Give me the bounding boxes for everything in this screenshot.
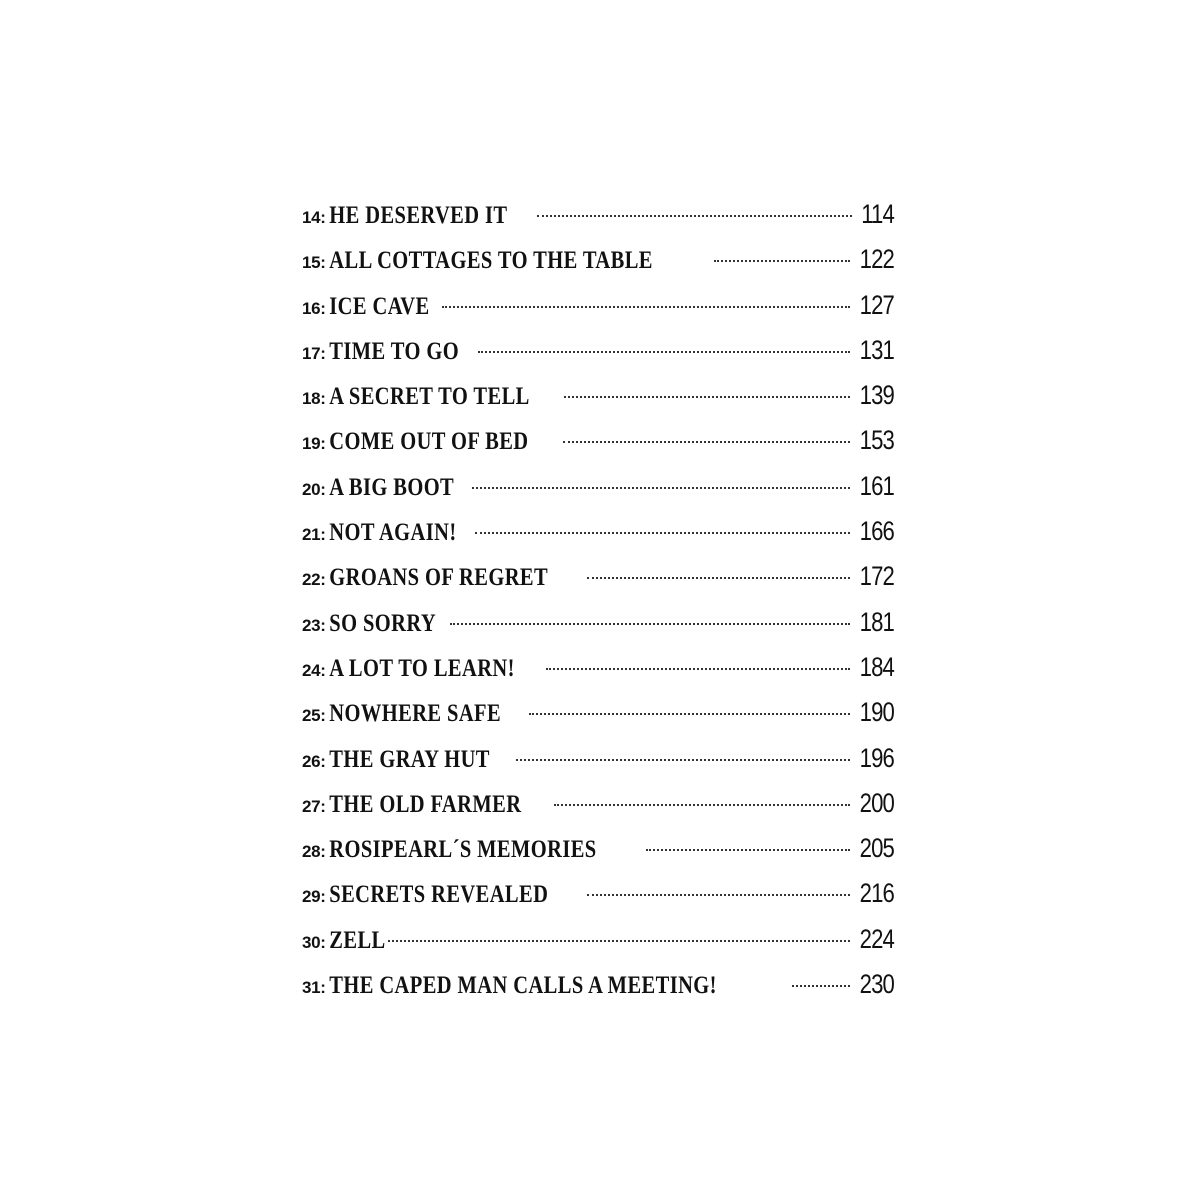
chapter-number: 30: xyxy=(302,932,326,952)
toc-entry[interactable] xyxy=(302,554,894,599)
chapter-number: 24: xyxy=(302,660,326,680)
toc-entry[interactable] xyxy=(302,237,894,282)
page-number: 131 xyxy=(859,334,894,365)
chapter-title: HE DESERVED IT xyxy=(328,202,508,229)
dot-leader xyxy=(564,396,850,398)
chapter-number: 27: xyxy=(302,796,326,816)
dot-leader xyxy=(442,306,850,308)
dot-leader xyxy=(450,623,850,625)
toc-entry[interactable] xyxy=(302,509,894,554)
dot-leader xyxy=(554,804,850,806)
page-number: 161 xyxy=(859,470,894,501)
chapter-title: A BIG BOOT xyxy=(328,473,454,501)
chapter-title: SECRETS REVEALED xyxy=(328,881,548,909)
page-number: 127 xyxy=(859,289,894,320)
toc-entry[interactable] xyxy=(302,192,894,237)
page-number: 224 xyxy=(859,923,894,954)
dot-leader xyxy=(478,351,850,353)
chapter-title: ROSIPEARL´S MEMORIES xyxy=(328,836,597,864)
page-number: 230 xyxy=(859,969,894,1000)
chapter-title: THE GRAY HUT xyxy=(328,745,490,773)
chapter-title: GROANS OF REGRET xyxy=(328,564,548,592)
chapter-title: SO SORRY xyxy=(328,609,436,637)
toc-entry[interactable] xyxy=(302,781,894,826)
dot-leader xyxy=(714,260,850,262)
chapter-title: THE OLD FARMER xyxy=(328,790,522,818)
chapter-title: NOT AGAIN! xyxy=(328,519,457,547)
dot-leader xyxy=(587,894,850,896)
page-number: 172 xyxy=(859,561,894,592)
chapter-title: A LOT TO LEARN! xyxy=(328,654,515,682)
chapter-number: 31: xyxy=(302,978,326,998)
toc-entry[interactable] xyxy=(302,690,894,735)
chapter-number: 28: xyxy=(302,842,326,862)
toc-entry[interactable] xyxy=(302,736,894,781)
chapter-title: COME OUT OF BED xyxy=(328,428,529,456)
chapter-title: ICE CAVE xyxy=(328,292,430,320)
page-number: 200 xyxy=(859,787,894,818)
chapter-number: 23: xyxy=(302,615,326,635)
dot-leader xyxy=(472,487,850,489)
chapter-number: 25: xyxy=(302,706,326,726)
chapter-title: ZELL xyxy=(328,926,386,954)
dot-leader xyxy=(529,713,850,715)
dot-leader xyxy=(646,849,850,851)
chapter-number: 19: xyxy=(302,434,326,454)
chapter-number: 26: xyxy=(302,751,326,771)
chapter-title: NOWHERE SAFE xyxy=(328,700,501,728)
toc-entry[interactable] xyxy=(302,826,894,871)
toc-entry[interactable] xyxy=(302,328,894,373)
page-number: 139 xyxy=(859,380,894,411)
page-number: 196 xyxy=(859,742,894,773)
chapter-number: 16: xyxy=(302,298,326,318)
page-number: 122 xyxy=(859,244,894,275)
dot-leader xyxy=(563,441,850,443)
chapter-title: TIME TO GO xyxy=(328,337,459,365)
dot-leader xyxy=(792,985,850,987)
dot-leader xyxy=(388,940,850,942)
chapter-title: A SECRET TO TELL xyxy=(328,383,530,411)
toc-entry[interactable] xyxy=(302,600,894,645)
toc-entry[interactable] xyxy=(302,373,894,418)
dot-leader xyxy=(516,759,850,761)
toc-entry[interactable] xyxy=(302,645,894,690)
chapter-number: 14: xyxy=(302,208,326,227)
page-number: 205 xyxy=(859,833,894,864)
toc-entry[interactable] xyxy=(302,464,894,509)
chapter-number: 20: xyxy=(302,479,326,499)
chapter-number: 22: xyxy=(302,570,326,590)
page-number: 153 xyxy=(859,425,894,456)
chapter-number: 29: xyxy=(302,887,326,907)
toc-entry[interactable] xyxy=(302,418,894,463)
toc-entry[interactable] xyxy=(302,917,894,962)
toc-entry[interactable] xyxy=(302,871,894,916)
page-number: 114 xyxy=(861,199,894,229)
page-number: 184 xyxy=(859,651,894,682)
page-number: 181 xyxy=(859,606,894,637)
dot-leader xyxy=(546,668,850,670)
chapter-title: THE CAPED MAN CALLS A MEETING! xyxy=(328,972,717,1000)
dot-leader xyxy=(587,577,850,579)
chapter-number: 21: xyxy=(302,525,326,545)
chapter-number: 17: xyxy=(302,343,326,363)
table-of-contents xyxy=(302,192,894,1007)
toc-entry[interactable] xyxy=(302,283,894,328)
dot-leader xyxy=(537,215,852,217)
page-number: 216 xyxy=(859,878,894,909)
dot-leader xyxy=(475,532,850,534)
page-number: 190 xyxy=(859,697,894,728)
chapter-number: 15: xyxy=(302,253,326,273)
chapter-number: 18: xyxy=(302,389,326,409)
chapter-title: ALL COTTAGES TO THE TABLE xyxy=(328,247,653,275)
toc-entry[interactable] xyxy=(302,962,894,1007)
page-number: 166 xyxy=(859,516,894,547)
